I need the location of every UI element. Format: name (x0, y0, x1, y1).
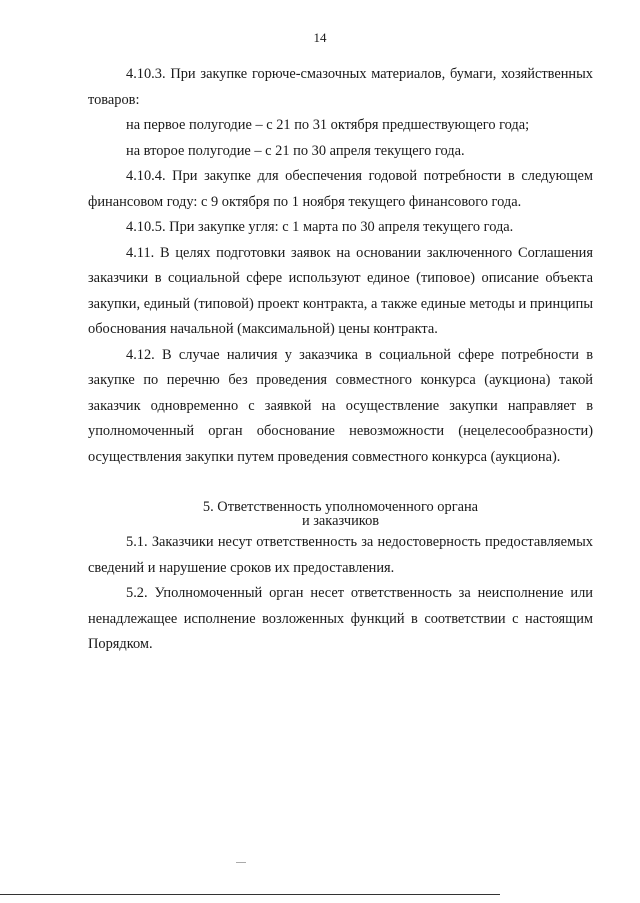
paragraph-5-1: 5.1. Заказчики несут ответственность за недостоверность предоставляемых сведений и нарушение сроков их предоставления. (88, 534, 593, 576)
document-body (88, 62, 593, 658)
scan-artifact-mark (236, 862, 246, 863)
paragraph-4-11: 4.11. В целях подготовки заявок на основании заключенного Соглашения заказчики в социальной сфере используют единое (типовое) описание объекта закупки, единый (типовой) проект контракта, а также единые методы и принципы обоснования начальной (максимальной) цены контракта. (88, 244, 593, 337)
section-5-heading (88, 500, 593, 528)
section-5-heading-line1: 5. Ответственность уполномоченного органа (202, 499, 479, 515)
bottom-rule (0, 894, 500, 895)
section-5-heading-line2: и заказчиков (301, 513, 380, 529)
paragraph-4-10-4: 4.10.4. При закупке для обеспечения годовой потребности в следующем финансовом году: с 9 октября по 1 ноября текущего финансового года. (88, 168, 593, 210)
page-number: 14 (313, 30, 327, 45)
paragraph-4-10-3-first-half: на первое полугодие – с 21 по 31 октября предшествующего года; (126, 117, 530, 133)
paragraph-4-12: 4.12. В случае наличия у заказчика в социальной сфере потребности в закупке по перечню без проведения совместного конкурса (аукциона) такой заказчик одновременно с заявкой на осуществление закупки направляет в уполномоченный орган обоснование невозможности (нецелесообразности) осуществления закупки путем проведения совместного конкурса (аукциона). (88, 346, 593, 465)
paragraph-4-10-3: 4.10.3. При закупке горюче-смазочных материалов, бумаги, хозяйственных товаров: (88, 66, 593, 108)
paragraph-5-2: 5.2. Уполномоченный орган несет ответственность за неисполнение или ненадлежащее исполнение возложенных функций в соответствии с настоящим Порядком. (88, 585, 593, 652)
paragraph-4-10-3-second-half: на второе полугодие – с 21 по 30 апреля текущего года. (126, 142, 465, 159)
paragraph-4-10-5: 4.10.5. При закупке угля: с 1 марта по 30 апреля текущего года. (126, 219, 514, 235)
